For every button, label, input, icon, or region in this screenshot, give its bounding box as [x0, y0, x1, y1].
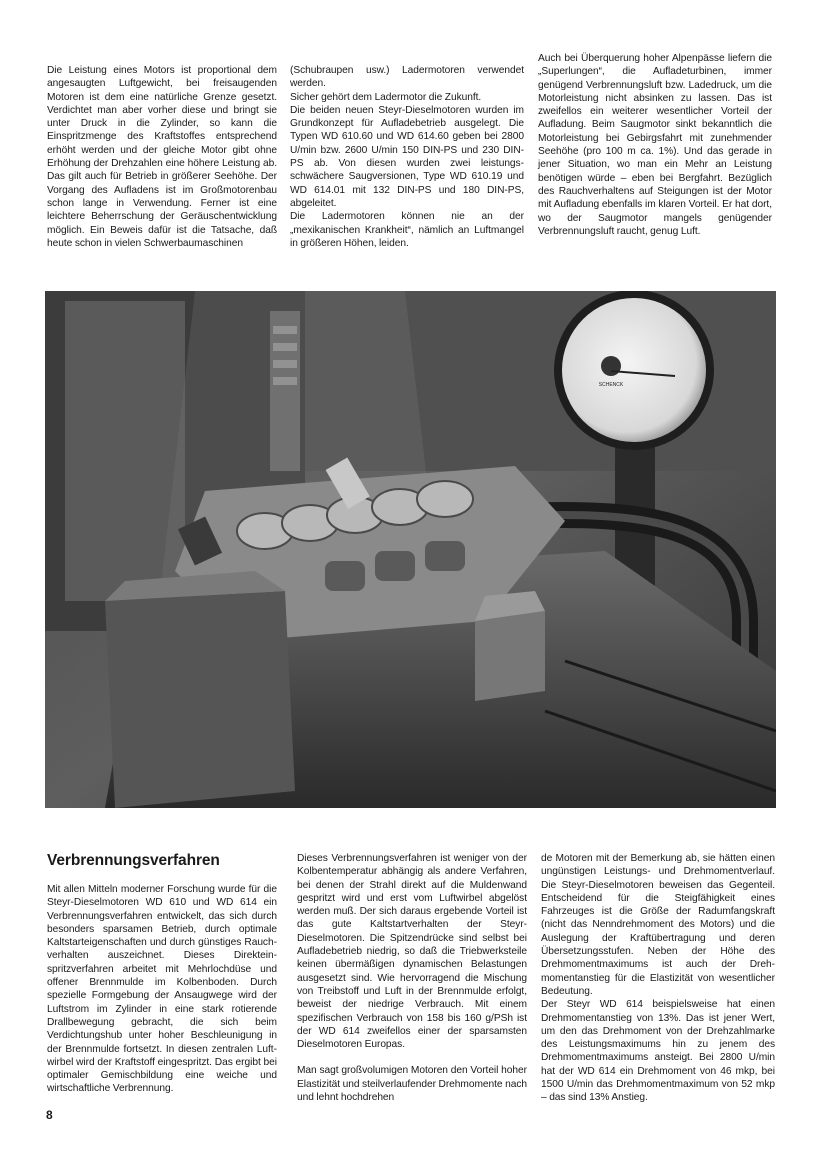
page-number: 8: [46, 1108, 53, 1122]
gauge-brand-label: SCHENCK: [598, 382, 624, 388]
paragraph: Dieses Verbrennungsverfahren ist weniger von der Kolbentemperatur abhängig als andere Verfahren, bei denen der Strahl direkt auf die Muldenwand gespritzt wird und erst vom Luftwirbel abgelöst werden muß. Der sich daraus ergebende Vorteil ist das gute Kaltstartverhalten der Steyr-Dieselmotoren. Die Spitzendrücke sind selbst bei Aufladebetrieb niedrig, so daß die Triebwerksteile keinen übermäßigen dynamischen Belastungen ausgesetzt sind. Wie hervorragend die Mischung von Treibstoff und Luft in der Brennmulde erfolgt, beweist der niedrige Verbrauch. Mit einem spezifischen Verbrauch von 158 bis 160 g/PSh ist der WD 614 zweifellos einer der sparsamsten Dieselmotoren Europas.: [297, 853, 527, 1051]
paragraph: Man sagt großvolumigen Motoren den Vorteil hoher Elastizität und steilverlaufender Drehmomente nach und lehnt hochdrehen: [297, 1065, 528, 1104]
section-column-3: [541, 852, 775, 1105]
paragraph: Die Leistung eines Motors ist proportional dem angesaugten Luftgewicht, bei freisaugenden Motoren ist dem eine natürliche Grenze gesetzt. Verdichtet man aber vorher diese und bringt sie unter Druck in die Zylinder, so kann die Einspritzmenge des Kraftstoffes entsprechend erhöht werden und der gleiche Motor gibt ohne Erhöhung der Drehzahlen eine höhere Leistung ab. Das gilt auch für Betrieb in größerer Seehöhe. Der Vorgang des Aufladens ist im Großmotorenbau schon lange in Verwendung. Ferner ist eine leichtere Beherrschung der Geräuschentwicklung möglich. Ein Beweis dafür ist die Tatsache, daß heute schon in vielen Schwerbaumaschinen: [47, 65, 277, 249]
section-column-1: [47, 883, 277, 1096]
engine-test-bench-photo: [45, 291, 776, 808]
paragraph: Mit allen Mitteln moderner Forschung wurde für die Steyr-Dieselmotoren WD 610 und WD 614 ein Verbrennungsverfahren entwickelt, das sich durch besonders sparsamen Betrieb, durch optimale Kaltstarteigenschaften und durch günstiges Rauchverhalten auszeichnet. Dieses Direkteinspritzverfahren arbeitet mit Mehrlochdüse und offener Brennmulde im Kolbenboden. Durch spezielle Formgebung der Ansaugwege wird der Luftstrom im Zylinder in eine stark rotierende Drallbewegung gebracht, die sich beim Verdichtungshub unter hoher Beschleunigung in der Brennmulde fortsetzt. In diesen zentralen Luftwirbel wird der Kraftstoff eingespritzt. Das ergibt bei optimaler Gemischbildung eine weiche und wirtschaftliche Verbrennung.: [47, 884, 277, 1095]
top-column-3: [538, 52, 772, 238]
paragraph: Auch bei Überquerung hoher Alpenpässe liefern die „Superlungen“, die Aufladeturbinen, immer genügend Verbrennungsluft bzw. Ladedruck, um die Motorleistung nicht absinken zu lassen. Das ist zweifellos ein weiterer wesentlicher Vorteil der Aufladung. Beim Saugmotor sinkt bekanntlich die Motorleistung bei Gebirgsfahrt mit zunehmender Seehöhe (pro 100 m ca. 1%). Und das gerade in jener Situation, wo man ein Mehr an Leistung benötigen würde – eben bei Bergfahrt. Bezüglich des Rauchverhaltens auf Steigungen ist der Motor mit Aufladung ebenfalls im klaren Vorteil. Er hat dort, wo der Saugmotor mangels genügender Verbrennungsluft raucht, genug Luft.: [538, 53, 772, 237]
paragraph: Der Steyr WD 614 beispielsweise hat einen Drehmomentanstieg von 13%. Das ist jener Wert, um den das Drehmoment von der Drehzahlmarke des Leistungsmaximums hin zu jenem des Drehmomentmaximums ansteigt. Bei 2800 U/min hat der WD 614 ein Drehmoment von 46 mkp, bei 1500 U/min das Drehmomentmaximum von 52 mkp – das sind 13% Anstieg.: [541, 999, 775, 1104]
paragraph: Sicher gehört dem Ladermotor die Zukunft.: [290, 91, 482, 103]
paragraph: Die beiden neuen Steyr-Dieselmotoren wurden im Grundkonzept für Aufladebetrieb ausgelegt. Die Typen WD 610.60 und WD 614.60 geben bei 2800 U/min bzw. 2600 U/min 150 DIN-PS und 230 DIN-PS ab. Von diesen wurden zwei leistungsschwächere Saugversionen, Type WD 610.19 und WD 614.01 mit 132 DIN-PS und 180 DIN-PS, abgeleitet.: [290, 104, 524, 209]
section-heading: Verbrennungsverfahren: [47, 852, 220, 869]
paragraph: de Motoren mit der Bemerkung ab, sie hätten einen ungünstigen Leistungs- und Drehmomentverlauf. Die Steyr-Dieselmotoren beweisen das Gegenteil. Entscheidend für die Steigfähigkeit eines Fahrzeuges ist die Größe der Radumfangskraft (nicht das Nenndrehmoment des Motors) und die Auslegung der Kraftübertragung und deren Übersetzungsstufen. Neben der Höhe des Drehmomentmaximums ist auch der Drehmomentanstieg für die Elastizität von wesentlicher Bedeutung.: [541, 853, 775, 997]
paragraph: Die Ladermotoren können nie an der „mexikanischen Krankheit“, nämlich an Luftmangel in größeren Höhen, leiden.: [290, 211, 524, 249]
paragraph: (Schubraupen usw.) Ladermotoren verwendet werden.: [290, 65, 524, 90]
top-column-2: [290, 64, 524, 250]
engine-photo-illustration: [45, 291, 776, 808]
top-column-1: [47, 64, 277, 250]
section-column-2: [297, 852, 527, 1104]
